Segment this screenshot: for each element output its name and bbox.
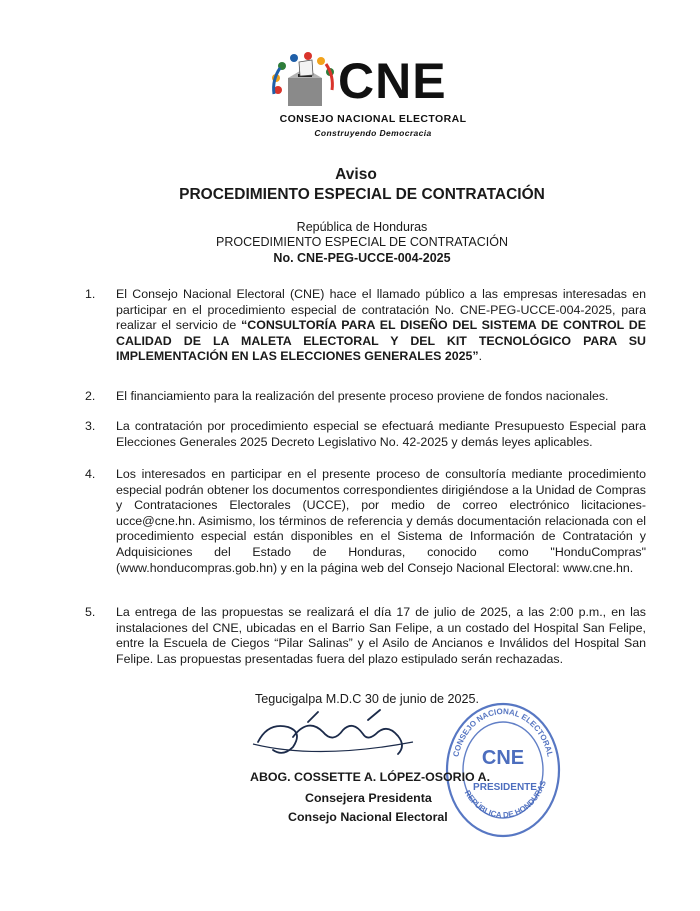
ballot-box-icon <box>268 50 338 112</box>
item-text <box>116 287 646 365</box>
item-number: 5. <box>85 605 96 619</box>
stamp-center-text: CNE <box>481 747 525 769</box>
item-number: 4. <box>85 467 96 481</box>
notice-heading: Aviso <box>335 166 377 183</box>
signatory-name: ABOG. COSSETTE A. LÓPEZ-OSORIO A. <box>250 770 491 784</box>
item-text: El financiamiento para la realización del presente proceso proviene de fondos nacionales. <box>116 389 609 403</box>
handwritten-signature <box>248 702 428 772</box>
procedure-number: No. CNE-PEG-UCCE-004-2025 <box>273 251 451 265</box>
document-title: PROCEDIMIENTO ESPECIAL DE CONTRATACIÓN <box>179 186 545 203</box>
item-number: 1. <box>85 287 96 301</box>
item-text: La contratación por procedimiento especial se efectuará mediante Presupuesto Especial para Elecciones Generales 2025 Decreto Legislativo No. 42-2025 y demás leyes aplicables. <box>116 419 646 449</box>
signatory-role: Consejera Presidenta <box>305 791 432 805</box>
item-text-bold: “CONSULTORÍA PARA EL DISEÑO DEL SISTEMA DE CONTROL DE CALIDAD DE LA MALETA ELECTORAL Y DEL KIT TECNOLÓGICO PARA SU IMPLEMENTACIÓN EN LAS ELECCIONES GENERALES 2025” <box>116 318 646 364</box>
item-text: La entrega de las propuestas se realizará el día 17 de julio de 2025, a las 2:00 p.m., en las instalaciones del CNE, ubicadas en el Barrio San Felipe, a un costado del Hospital San Felipe, entre la Escuela de Ciegos “Pilar Salinas” y el Asilo de Ancianos e Inválidos del Hospital San Felipe. Las propuestas presentadas fuera del plazo estipulado serán rechazadas. <box>116 605 646 666</box>
item-number: 2. <box>85 389 96 403</box>
place-date: Tegucigalpa M.D.C 30 de junio de 2025. <box>255 692 480 706</box>
procedure-line: PROCEDIMIENTO ESPECIAL DE CONTRATACIÓN <box>216 235 508 249</box>
item-text-plain: El Consejo Nacional Electoral (CNE) hace el llamado público a las empresas interesadas en participar en el procedimiento especial de contratación No. CNE-PEG-UCCE-004-2025, para realizar el servicio de <box>116 287 646 333</box>
logo-subtitle: CONSEJO NACIONAL ELECTORAL <box>279 113 467 125</box>
logo-wordmark: CNE <box>338 53 447 109</box>
item-text: Los interesados en participar en el presente proceso de consultoría mediante procedimiento especial podrán obtener los documentos correspondientes dirigiéndose a la Unidad de Compras y Contrataciones Electorales (UCCE), por medio de correo electrónico licitaciones-ucce@cne.hn. Asimismo, los términos de referencia y demás documentación relacionada con el procedimiento especial están disponibles en el Sistema de Información de Contratación y Adquisiciones del Estado de Honduras, conocido como "HonduCompras" (www.honducompras.gob.hn) y en la página web del Consejo Nacional Electoral: www.cne.hn. <box>116 467 646 575</box>
stamp-label: PRESIDENTE <box>473 782 537 793</box>
stamp-ring-bottom: REPÚBLICA DE HONDURAS <box>462 779 548 820</box>
country-line: República de Honduras <box>296 220 428 234</box>
stamp-ring-top: CONSEJO NACIONAL ELECTORAL <box>451 706 555 758</box>
cne-logo <box>268 50 478 145</box>
item-number: 3. <box>85 419 96 433</box>
item-text-tail: . <box>478 349 483 364</box>
logo-tagline: Construyendo Democracia <box>314 128 432 138</box>
signatory-organization: Consejo Nacional Electoral <box>288 810 448 824</box>
